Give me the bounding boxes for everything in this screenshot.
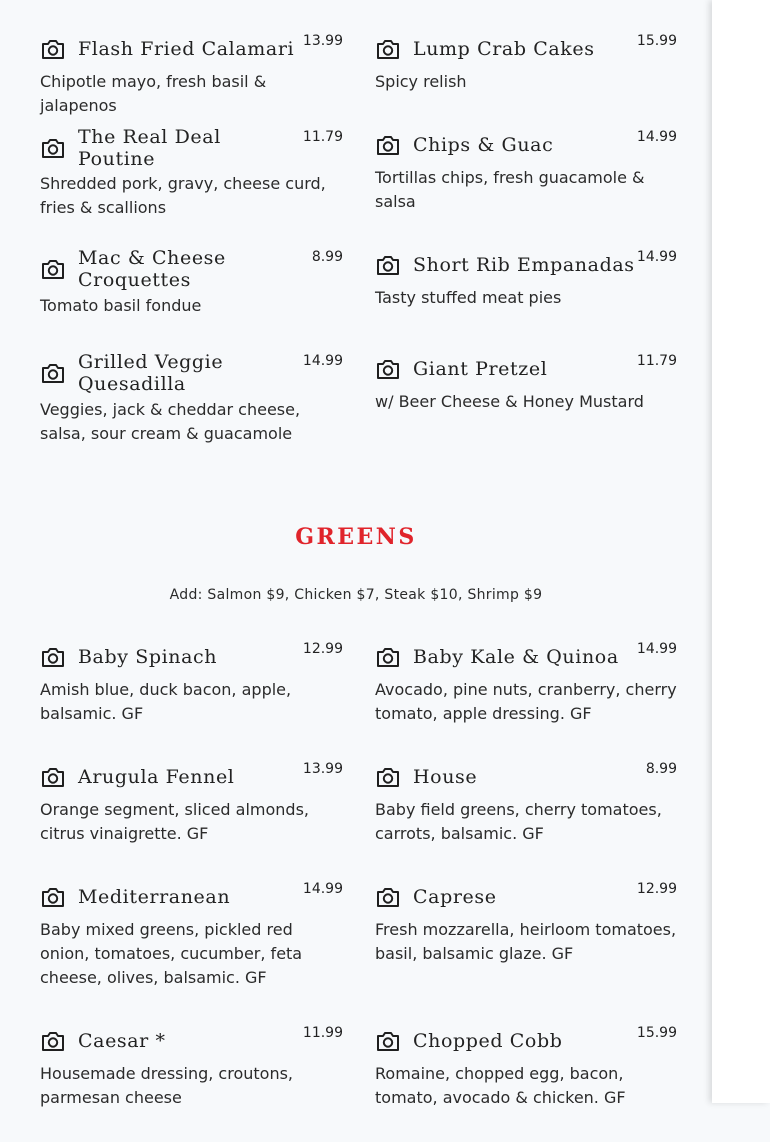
- camera-icon[interactable]: [40, 645, 66, 669]
- menu-item[interactable]: [375, 878, 677, 1022]
- menu-item[interactable]: [40, 638, 343, 758]
- item-price: 11.79: [636, 353, 677, 369]
- camera-icon[interactable]: [40, 1029, 66, 1053]
- item-name: Short Rib Empanadas: [413, 254, 635, 276]
- item-name: Chips & Guac: [413, 134, 554, 156]
- menu-item[interactable]: [40, 30, 343, 126]
- menu-item[interactable]: [375, 638, 677, 758]
- item-description: Housemade dressing, croutons, parmesan cheese: [40, 1064, 294, 1107]
- appetizers-grid: [40, 30, 680, 470]
- menu-item[interactable]: [375, 350, 677, 470]
- item-description: Spicy relish: [375, 72, 467, 91]
- menu-item[interactable]: [40, 350, 343, 470]
- camera-icon[interactable]: [40, 885, 66, 909]
- item-price: 12.99: [302, 641, 343, 657]
- item-price: 15.99: [636, 1025, 677, 1041]
- item-price: 14.99: [636, 129, 677, 145]
- camera-icon[interactable]: [375, 765, 401, 789]
- item-name: Chopped Cobb: [413, 1030, 563, 1052]
- camera-icon[interactable]: [40, 257, 66, 281]
- camera-icon[interactable]: [375, 37, 401, 61]
- item-price: 8.99: [311, 249, 343, 265]
- side-panel-edge: [712, 0, 770, 1103]
- menu-item[interactable]: [375, 126, 677, 246]
- item-description: Fresh mozzarella, heirloom tomatoes, basil, balsamic glaze. GF: [375, 920, 677, 963]
- item-name: Caprese: [413, 886, 497, 908]
- item-name: Mediterranean: [78, 886, 231, 908]
- item-description: Tasty stuffed meat pies: [375, 288, 562, 307]
- menu-item[interactable]: [375, 246, 677, 350]
- camera-icon[interactable]: [40, 136, 66, 160]
- item-name: Giant Pretzel: [413, 358, 548, 380]
- item-name: Caesar *: [78, 1030, 166, 1052]
- greens-grid: [40, 638, 680, 1142]
- item-price: 11.99: [302, 1025, 343, 1041]
- menu-item[interactable]: [40, 246, 343, 350]
- item-description: Veggies, jack & cheddar cheese, salsa, sour cream & guacamole: [40, 400, 301, 443]
- item-name: Grilled Veggie Quesadilla: [78, 351, 224, 395]
- menu-item[interactable]: [375, 1022, 677, 1142]
- item-price: 12.99: [636, 881, 677, 897]
- item-price: 8.99: [645, 761, 677, 777]
- camera-icon[interactable]: [40, 361, 66, 385]
- item-description: Tomato basil fondue: [40, 296, 202, 315]
- menu-item[interactable]: [40, 878, 343, 1022]
- item-name: Mac & Cheese Croquettes: [78, 247, 226, 291]
- camera-icon[interactable]: [375, 1029, 401, 1053]
- item-name: Flash Fried Calamari: [78, 38, 295, 60]
- item-name: House: [413, 766, 478, 788]
- camera-icon[interactable]: [40, 37, 66, 61]
- item-price: 13.99: [302, 33, 343, 49]
- menu-item[interactable]: [375, 30, 677, 126]
- camera-icon[interactable]: [40, 765, 66, 789]
- item-price: 11.79: [302, 129, 343, 145]
- camera-icon[interactable]: [375, 885, 401, 909]
- item-price: 13.99: [302, 761, 343, 777]
- camera-icon[interactable]: [375, 133, 401, 157]
- item-name: Baby Kale & Quinoa: [413, 646, 619, 668]
- item-description: Romaine, chopped egg, bacon, tomato, avocado & chicken. GF: [375, 1064, 626, 1107]
- item-description: Orange segment, sliced almonds, citrus vinaigrette. GF: [40, 800, 310, 843]
- item-name: The Real Deal Poutine: [78, 126, 221, 170]
- item-description: Amish blue, duck bacon, apple, balsamic. GF: [40, 680, 292, 723]
- menu-item[interactable]: [40, 126, 343, 246]
- menu-item[interactable]: [40, 1022, 343, 1142]
- camera-icon[interactable]: [375, 253, 401, 277]
- item-name: Baby Spinach: [78, 646, 218, 668]
- item-price: 14.99: [636, 641, 677, 657]
- item-price: 14.99: [636, 249, 677, 265]
- menu-item[interactable]: [40, 758, 343, 878]
- item-price: 14.99: [302, 881, 343, 897]
- item-description: Tortillas chips, fresh guacamole & salsa: [375, 168, 645, 211]
- item-price: 14.99: [302, 353, 343, 369]
- item-description: Chipotle mayo, fresh basil & jalapenos: [40, 72, 267, 115]
- menu-item[interactable]: [375, 758, 677, 878]
- section-subtitle: Add: Salmon $9, Chicken $7, Steak $10, Shrimp $9: [169, 587, 543, 603]
- item-description: w/ Beer Cheese & Honey Mustard: [375, 392, 644, 411]
- item-name: Arugula Fennel: [78, 766, 235, 788]
- item-description: Baby mixed greens, pickled red onion, tomatoes, cucumber, feta cheese, olives, balsamic. GF: [40, 920, 303, 987]
- item-price: 15.99: [636, 33, 677, 49]
- item-description: Shredded pork, gravy, cheese curd, fries & scallions: [40, 174, 326, 217]
- section-title-greens: GREENS: [295, 524, 417, 550]
- camera-icon[interactable]: [375, 645, 401, 669]
- item-description: Avocado, pine nuts, cranberry, cherry tomato, apple dressing. GF: [375, 680, 677, 723]
- item-name: Lump Crab Cakes: [413, 38, 595, 60]
- camera-icon[interactable]: [375, 357, 401, 381]
- item-description: Baby field greens, cherry tomatoes, carrots, balsamic. GF: [375, 800, 662, 843]
